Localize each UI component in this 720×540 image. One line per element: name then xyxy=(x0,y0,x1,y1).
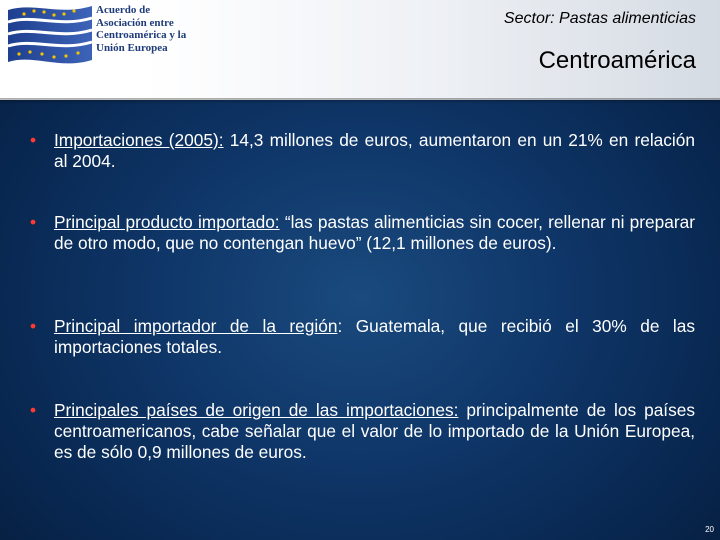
bullet-icon: • xyxy=(30,400,37,420)
bullet-icon: • xyxy=(30,130,37,150)
slide-header xyxy=(0,0,720,100)
bullet-heading: Principal producto importado: xyxy=(54,212,280,232)
bullet-item-main-product xyxy=(30,212,695,254)
bullet-text: 14,3 millones de euros, aumentaron en un 21% en relación al 2004. xyxy=(54,130,695,171)
bullet-text: principalmente de los países centroamericanos, cabe señalar que el valor de lo importado de la Unión Europea, es de sólo 0,9 millones de euros. xyxy=(54,400,695,462)
logo-line: Asociación entre xyxy=(96,16,174,29)
logo-caption xyxy=(96,4,186,54)
logo-line: Centroamérica y la xyxy=(96,29,187,41)
bullet-item-main-importer xyxy=(30,316,695,358)
bullet-icon: • xyxy=(30,212,37,232)
bullet-heading: Importaciones (2005): xyxy=(54,130,224,150)
sector-title: Sector: Pastas alimenticias xyxy=(503,10,696,27)
bullet-item-imports xyxy=(30,130,695,172)
region-title: Centroamérica xyxy=(538,47,696,74)
bullet-item-origin-countries xyxy=(30,400,695,463)
page-number: 20 xyxy=(705,525,714,534)
logo-line: Acuerdo de xyxy=(96,4,151,16)
bullet-heading: Principal importador de la región xyxy=(54,316,338,336)
bullet-icon: • xyxy=(30,316,37,336)
header-shadow xyxy=(0,98,720,104)
logo-line: Unión Europea xyxy=(96,41,168,54)
bullet-text: “las pastas alimenticias sin cocer, rellenar ni preparar de otro modo, que no contengan huevo” (12,1 millones de euros). xyxy=(54,212,695,253)
bullet-heading: Principales países de origen de las importaciones: xyxy=(54,400,459,420)
bullet-text: : Guatemala, que recibió el 30% de las importaciones totales. xyxy=(54,316,695,357)
